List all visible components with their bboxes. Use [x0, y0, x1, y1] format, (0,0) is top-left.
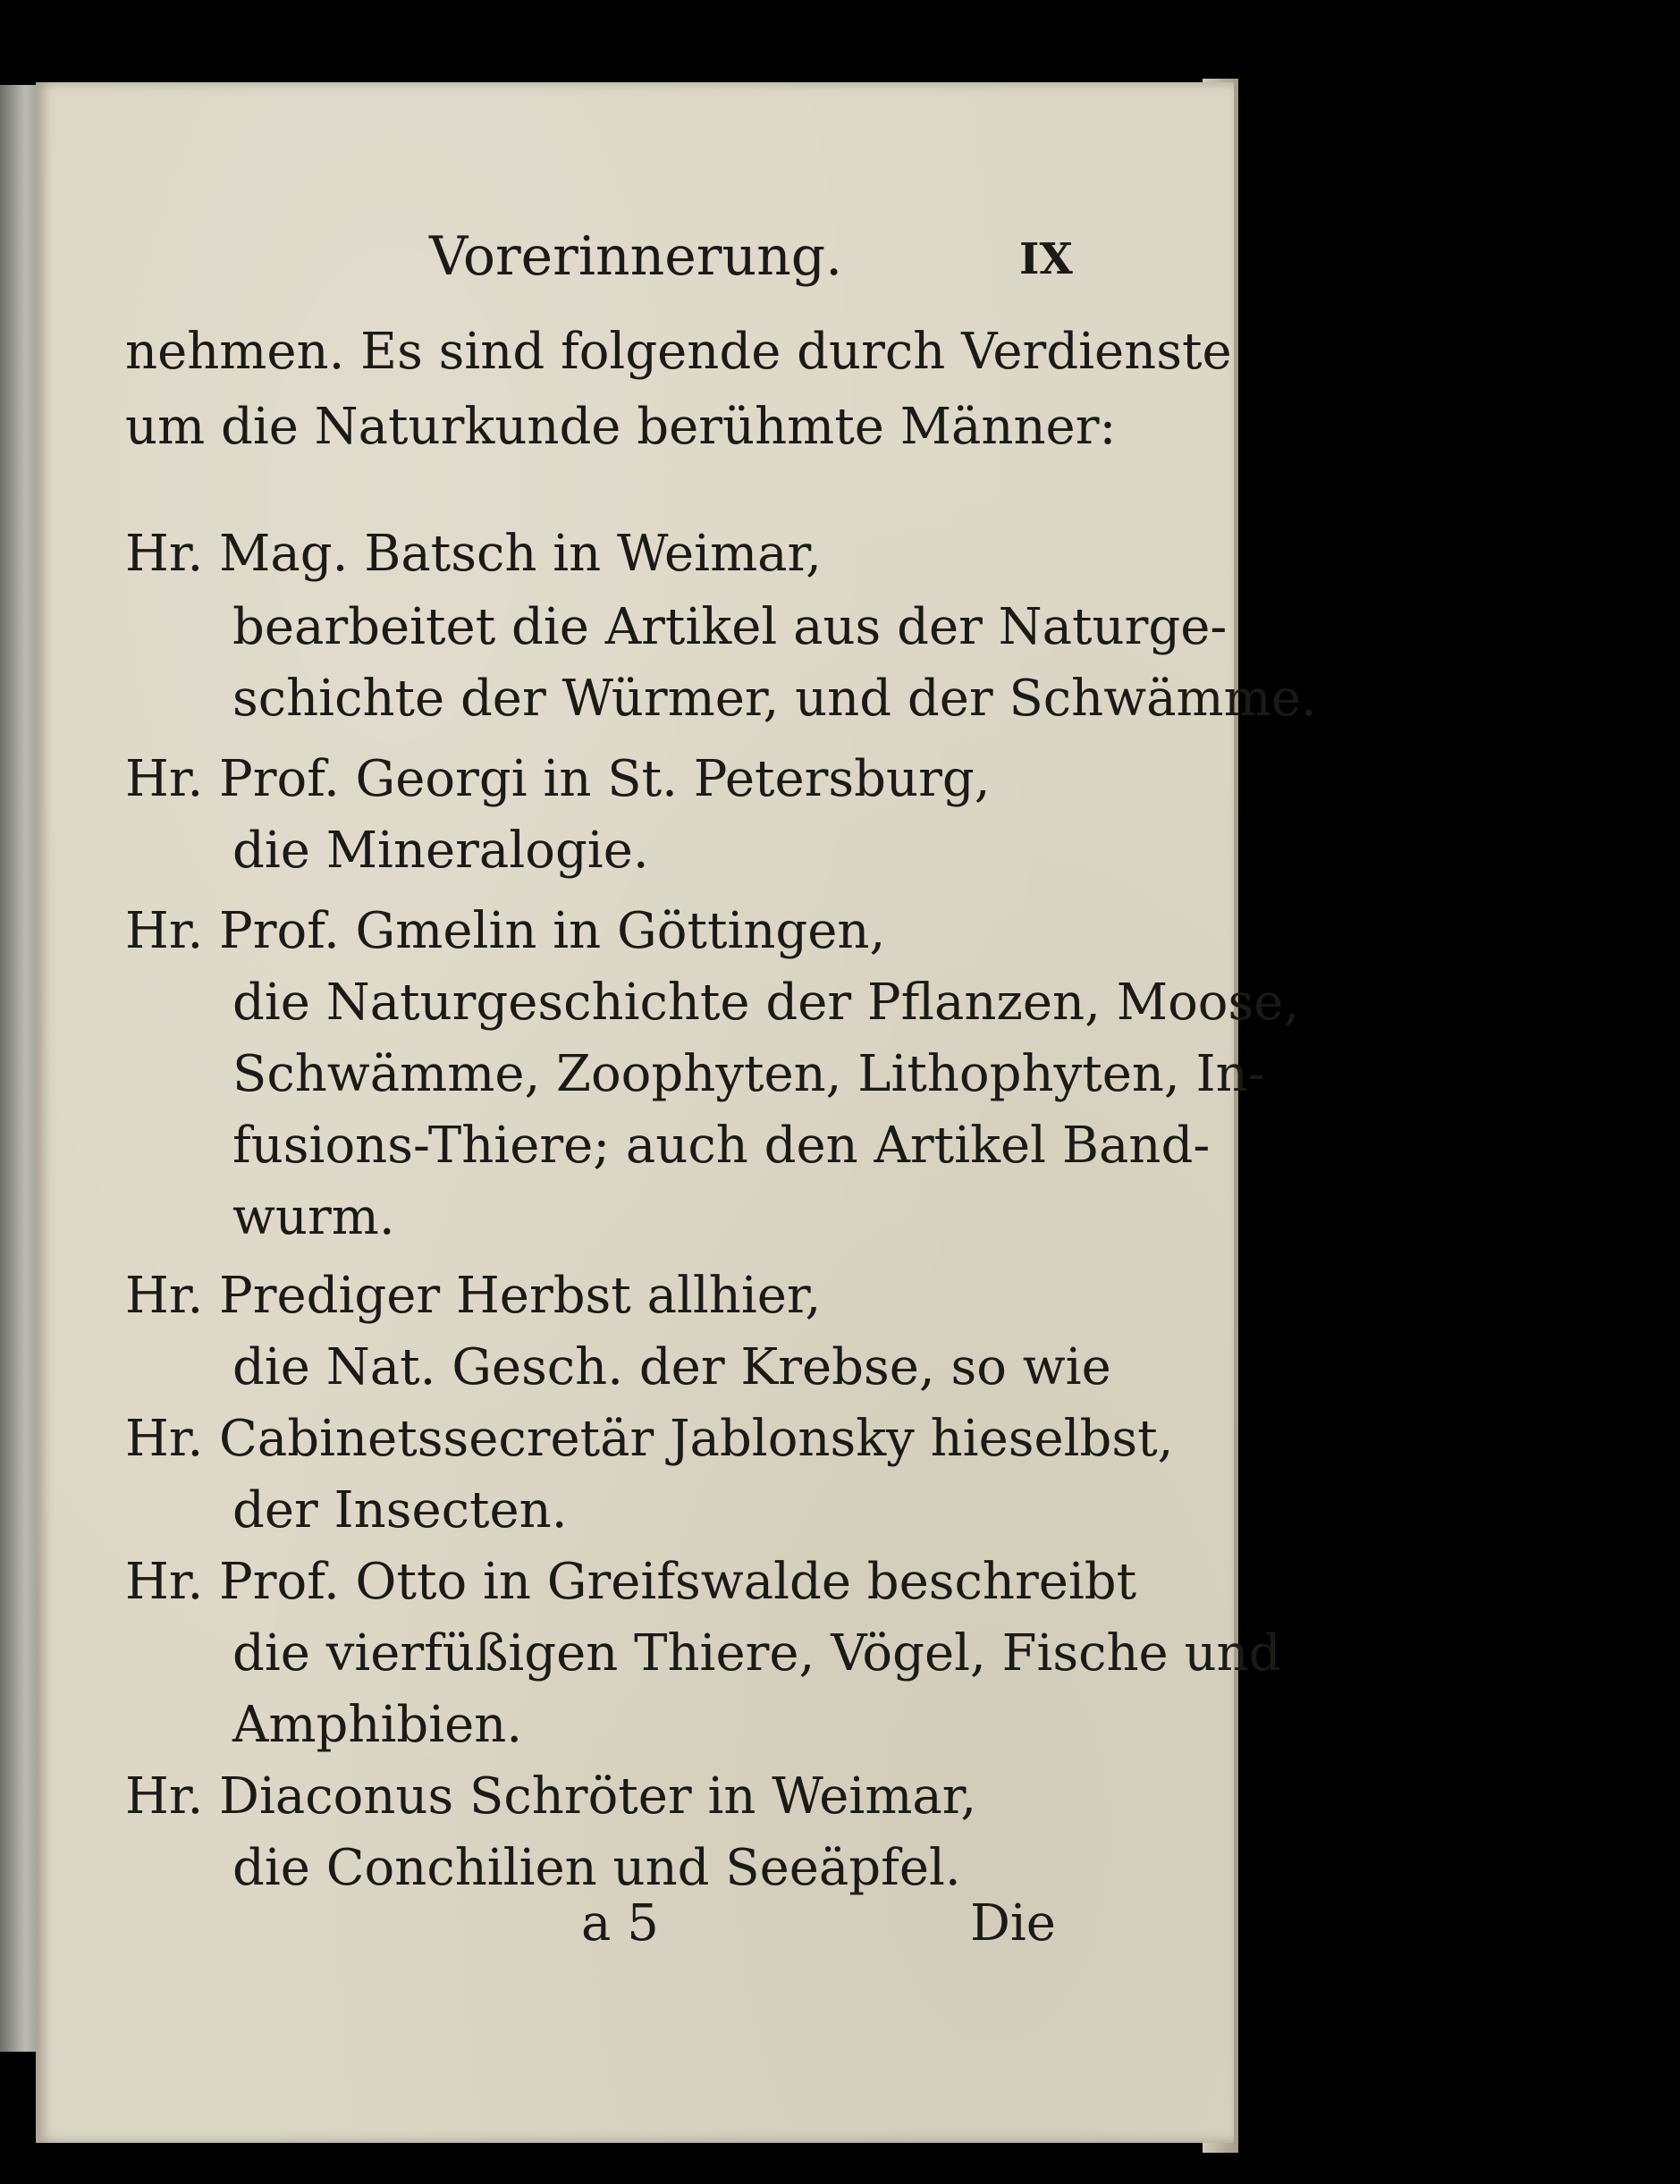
entry-line: Hr. Mag. Batsch in Weimar,: [125, 525, 822, 583]
entry-line: die Mineralogie.: [232, 822, 649, 880]
entry-line: die Conchilien und Seeäpfel.: [232, 1839, 961, 1897]
intro-line: nehmen. Es sind folgende durch Verdienste: [125, 323, 1232, 381]
entry-line: bearbeitet die Artikel aus der Naturge-: [232, 598, 1228, 656]
entry-line: der Insecten.: [232, 1481, 568, 1539]
entry-line: Schwämme, Zoophyten, Lithophyten, In-: [232, 1045, 1265, 1103]
entry-line: Hr. Prediger Herbst allhier,: [125, 1267, 822, 1325]
entry-line: Hr. Cabinetssecretär Jablonsky hieselbst,: [125, 1410, 1174, 1468]
running-head-title: Vorerinnerung.: [429, 225, 843, 288]
entry-line: wurm.: [232, 1188, 395, 1246]
entry-line: Hr. Prof. Georgi in St. Petersburg,: [125, 750, 991, 808]
entry-line: die vierfüßigen Thiere, Vögel, Fische und: [232, 1624, 1281, 1682]
entry-line: schichte der Würmer, und der Schwämme.: [232, 670, 1317, 728]
entry-line: Hr. Diaconus Schröter in Weimar,: [125, 1767, 977, 1826]
previous-page-edge: [0, 85, 36, 2052]
entry-line: fusions-Thiere; auch den Artikel Band-: [232, 1117, 1211, 1175]
catchword: Die: [970, 1894, 1056, 1952]
entry-line: die Nat. Gesch. der Krebse, so wie: [232, 1338, 1111, 1396]
page-number: IX: [1019, 234, 1073, 284]
signature-mark: a 5: [581, 1894, 659, 1952]
intro-line: um die Naturkunde berühmte Männer:: [125, 398, 1117, 456]
entry-line: Hr. Prof. Gmelin in Göttingen,: [125, 902, 886, 960]
entry-line: die Naturgeschichte der Pflanzen, Moose,: [232, 974, 1300, 1032]
entry-line: Hr. Prof. Otto in Greifswalde beschreibt: [125, 1553, 1137, 1611]
entry-line: Amphibien.: [232, 1696, 523, 1754]
